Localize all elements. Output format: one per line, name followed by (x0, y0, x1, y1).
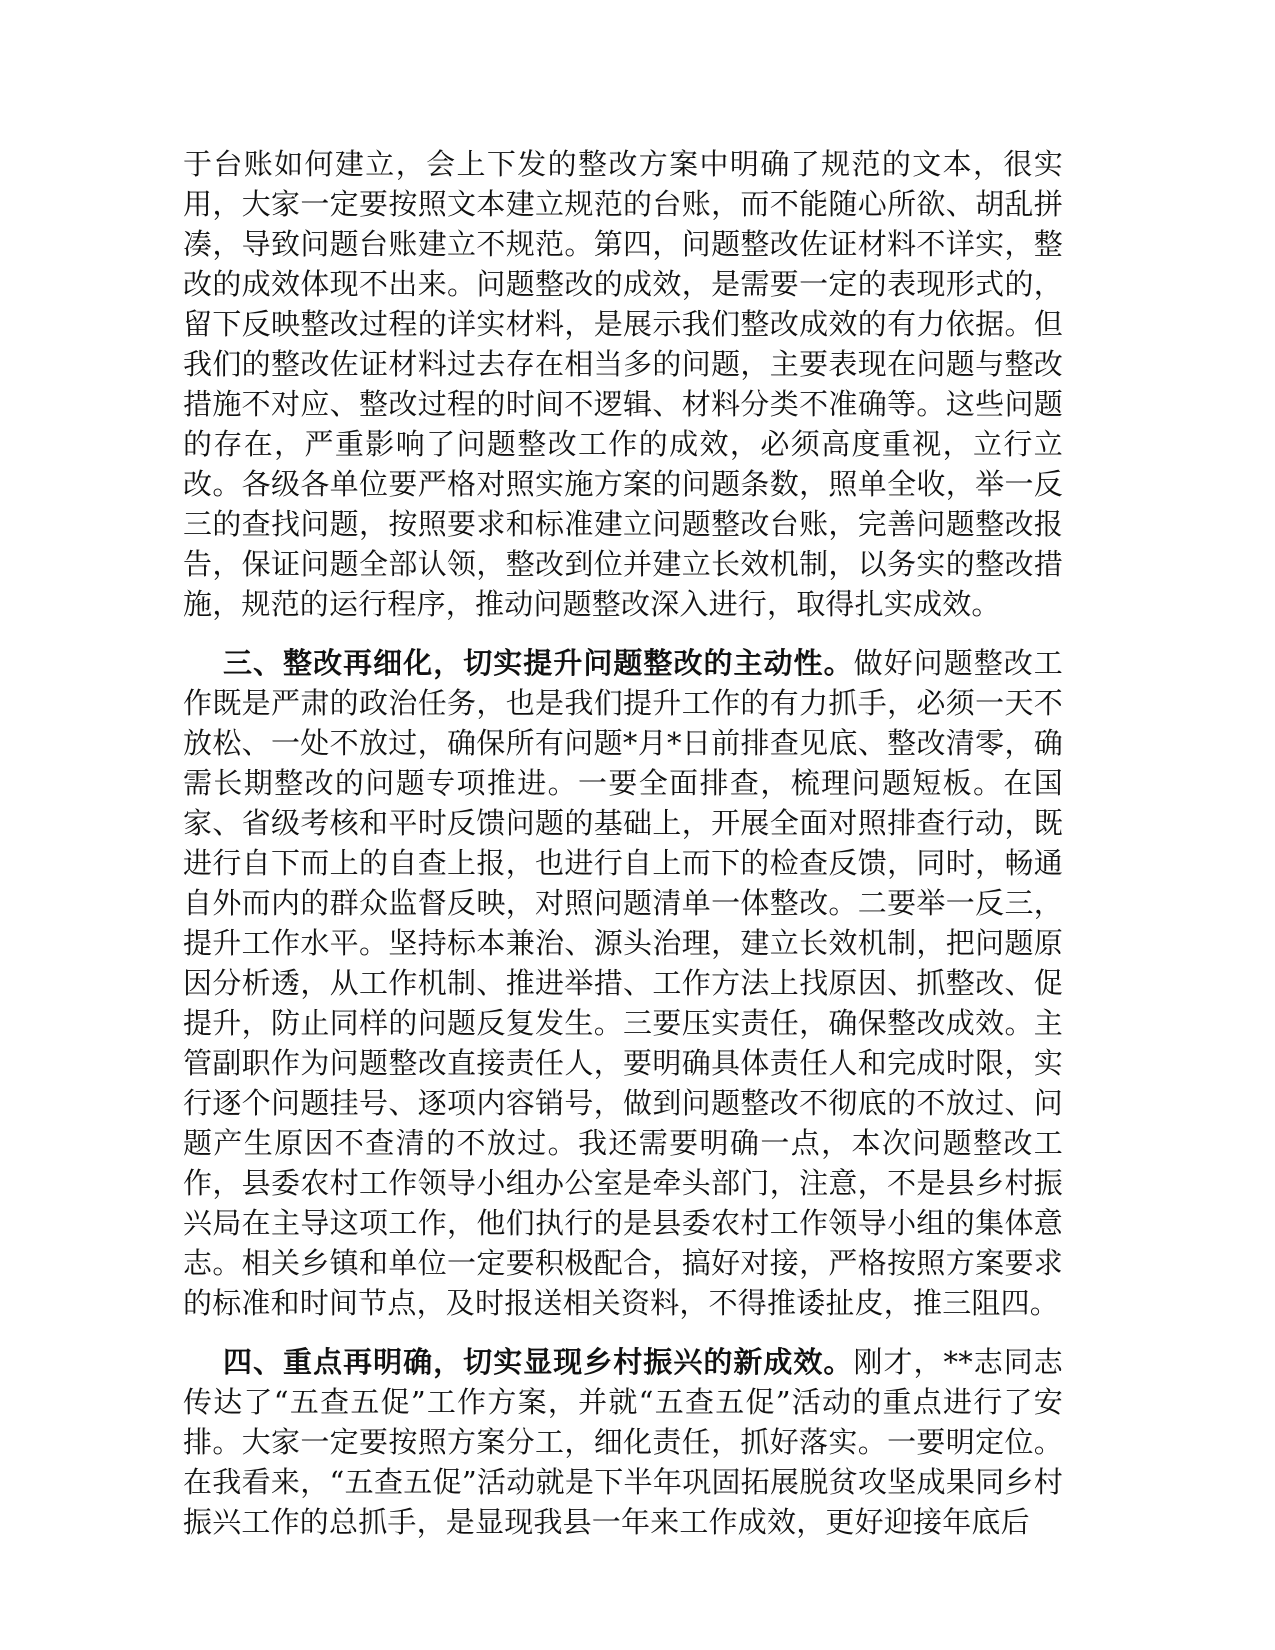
paragraph-body: 做好问题整改工作既是严肃的政治任务，也是我们提升工作的有力抓手，必须一天不放松、一处不放过，确保所有问题*月*日前排查见底、整改清零，确需长期整改的问题专项推进。一要全面排查，梳理问题短板。在国家、省级考核和平时反馈问题的基础上，开展全面对照排查行动，既进行自下而上的自查上报，也进行自上而下的检查反馈，同时，畅通自外而内的群众监督反映，对照问题清单一体整改。二要举一反三，提升工作水平。坚持标本兼治、源头治理，建立长效机制，把问题原因分析透，从工作机制、推进举措、工作方法上找原因、抓整改、促提升，防止同样的问题反复发生。三要压实责任，确保整改成效。主管副职作为问题整改直接责任人，要明确具体责任人和完成时限，实行逐个问题挂号、逐项内容销号，做到问题整改不彻底的不放过、问题产生原因不查清的不放过。我还需要明确一点，本次问题整改工作，县委农村工作领导小组办公室是牵头部门，注意，不是县乡村振兴局在主导这项工作，他们执行的是县委农村工作领导小组的集体意志。相关乡镇和单位一定要积极配合，搞好对接，严格按照方案要求的标准和时间节点，及时报送相关资料，不得推诿扯皮，推三阻四。 (183, 646, 1064, 1320)
paragraph-body: 刚才，**志同志传达了“五查五促”工作方案，并就“五查五促”活动的重点进行了安排。大家一定要按照方案分工，细化责任，抓好落实。一要明定位。在我看来，“五查五促”活动就是下半年巩固拓展脱贫攻坚成果同乡村振兴工作的总抓手，是显现我县一年来工作成效，更好迎接年底后 (183, 1345, 1063, 1539)
paragraph-body: 于台账如何建立，会上下发的整改方案中明确了规范的文本，很实用，大家一定要按照文本建立规范的台账，而不能随心所欲、胡乱拼凑，导致问题台账建立不规范。第四，问题整改佐证材料不详实，整改的成效体现不出来。问题整改的成效，是需要一定的表现形式的，留下反映整改过程的详实材料，是展示我们整改成效的有力依据。但我们的整改佐证材料过去存在相当多的问题，主要表现在问题与整改措施不对应、整改过程的时间不逻辑、材料分类不准确等。这些问题的存在，严重影响了问题整改工作的成效，必须高度重视，立行立改。各级各单位要严格对照实施方案的问题条数，照单全收，举一反三的查找问题，按照要求和标准建立问题整改台账，完善问题整改报告，保证问题全部认领，整改到位并建立长效机制，以务实的整改措施，规范的运行程序，推动问题整改深入进行，取得扎实成效。 (183, 147, 1063, 621)
paragraph-section-four (183, 1342, 1063, 1542)
document-page (183, 144, 1063, 1542)
section-heading: 三、整改再细化，切实提升问题整改的主动性。 (223, 646, 854, 680)
paragraph-continuation (183, 144, 1063, 624)
section-heading: 四、重点再明确，切实显现乡村振兴的新成效。 (223, 1345, 854, 1379)
paragraph-section-three (183, 643, 1063, 1323)
